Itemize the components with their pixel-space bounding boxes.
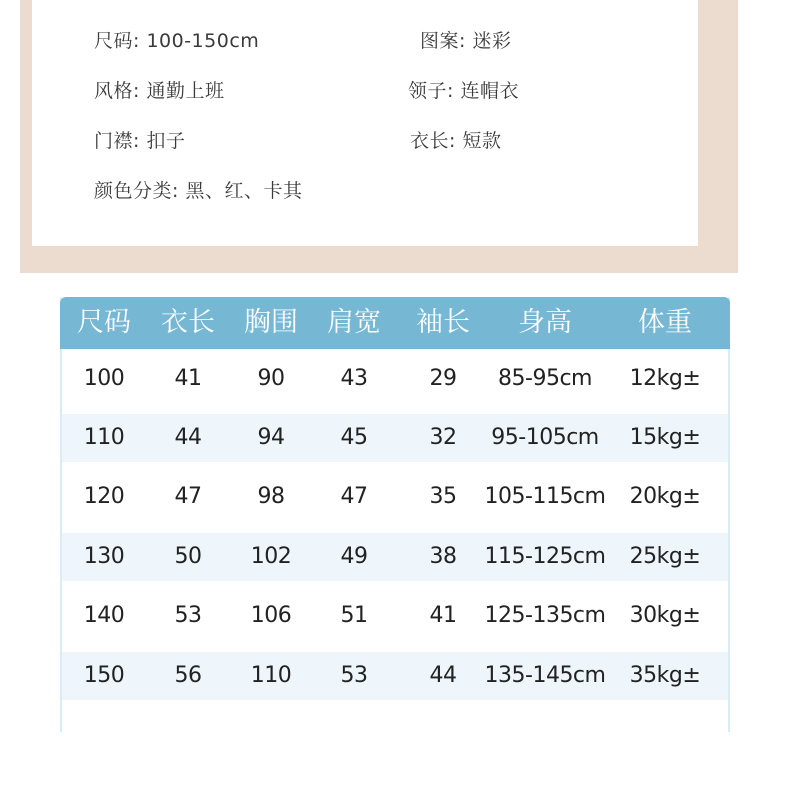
cell-size: 150 — [83, 663, 125, 688]
cell-shoulder: 53 — [340, 663, 368, 688]
cell-weight: 20kg± — [629, 484, 701, 509]
cell-height: 95-105cm — [491, 425, 599, 450]
cell-length: 41 — [174, 366, 202, 391]
cell-chest: 110 — [250, 663, 292, 688]
spec-size: 尺码: 100-150cm — [94, 30, 260, 52]
cell-chest: 98 — [257, 484, 285, 509]
table-row — [62, 652, 728, 700]
cell-shoulder: 43 — [340, 366, 368, 391]
spec-card — [32, 0, 698, 246]
cell-height: 115-125cm — [484, 544, 606, 569]
spec-style: 风格: 通勤上班 — [94, 80, 225, 102]
cell-chest: 90 — [257, 366, 285, 391]
cell-length: 47 — [174, 484, 202, 509]
spec-placket: 门襟: 扣子 — [94, 130, 186, 152]
cell-weight: 12kg± — [629, 366, 701, 391]
cell-weight: 25kg± — [629, 544, 701, 569]
table-row — [62, 533, 728, 581]
cell-chest: 106 — [250, 603, 292, 628]
cell-size: 100 — [83, 366, 125, 391]
table-border-right — [728, 297, 730, 732]
header-length: 衣长 — [161, 307, 215, 338]
cell-size: 110 — [83, 425, 125, 450]
cell-chest: 102 — [250, 544, 292, 569]
cell-length: 53 — [174, 603, 202, 628]
cell-sleeve: 35 — [429, 484, 457, 509]
header-sleeve: 袖长 — [416, 307, 470, 338]
cell-size: 120 — [83, 484, 125, 509]
cell-sleeve: 29 — [429, 366, 457, 391]
cell-sleeve: 41 — [429, 603, 457, 628]
spec-length: 衣长: 短款 — [410, 130, 502, 152]
cell-shoulder: 47 — [340, 484, 368, 509]
table-header — [60, 297, 730, 349]
size-table — [60, 297, 730, 732]
cell-weight: 35kg± — [629, 663, 701, 688]
spec-collar: 领子: 连帽衣 — [408, 80, 519, 102]
cell-sleeve: 38 — [429, 544, 457, 569]
cell-weight: 15kg± — [629, 425, 701, 450]
cell-height: 105-115cm — [484, 484, 606, 509]
cell-shoulder: 49 — [340, 544, 368, 569]
header-size: 尺码 — [77, 307, 131, 338]
cell-size: 140 — [83, 603, 125, 628]
table-row — [62, 473, 728, 521]
spec-colors: 颜色分类: 黑、红、卡其 — [94, 180, 303, 202]
cell-length: 50 — [174, 544, 202, 569]
cell-height: 85-95cm — [498, 366, 592, 391]
cell-length: 56 — [174, 663, 202, 688]
table-row — [62, 592, 728, 640]
cell-shoulder: 45 — [340, 425, 368, 450]
table-row — [62, 414, 728, 462]
cell-size: 130 — [83, 544, 125, 569]
header-chest: 胸围 — [244, 307, 298, 338]
table-row — [62, 355, 728, 403]
cell-weight: 30kg± — [629, 603, 701, 628]
header-height: 身高 — [518, 307, 572, 338]
cell-height: 125-135cm — [484, 603, 606, 628]
spec-pattern: 图案: 迷彩 — [420, 30, 512, 52]
cell-sleeve: 32 — [429, 425, 457, 450]
header-shoulder: 肩宽 — [327, 307, 381, 338]
cell-length: 44 — [174, 425, 202, 450]
cell-shoulder: 51 — [340, 603, 368, 628]
cell-sleeve: 44 — [429, 663, 457, 688]
header-weight: 体重 — [638, 307, 692, 338]
cell-chest: 94 — [257, 425, 285, 450]
cell-height: 135-145cm — [484, 663, 606, 688]
